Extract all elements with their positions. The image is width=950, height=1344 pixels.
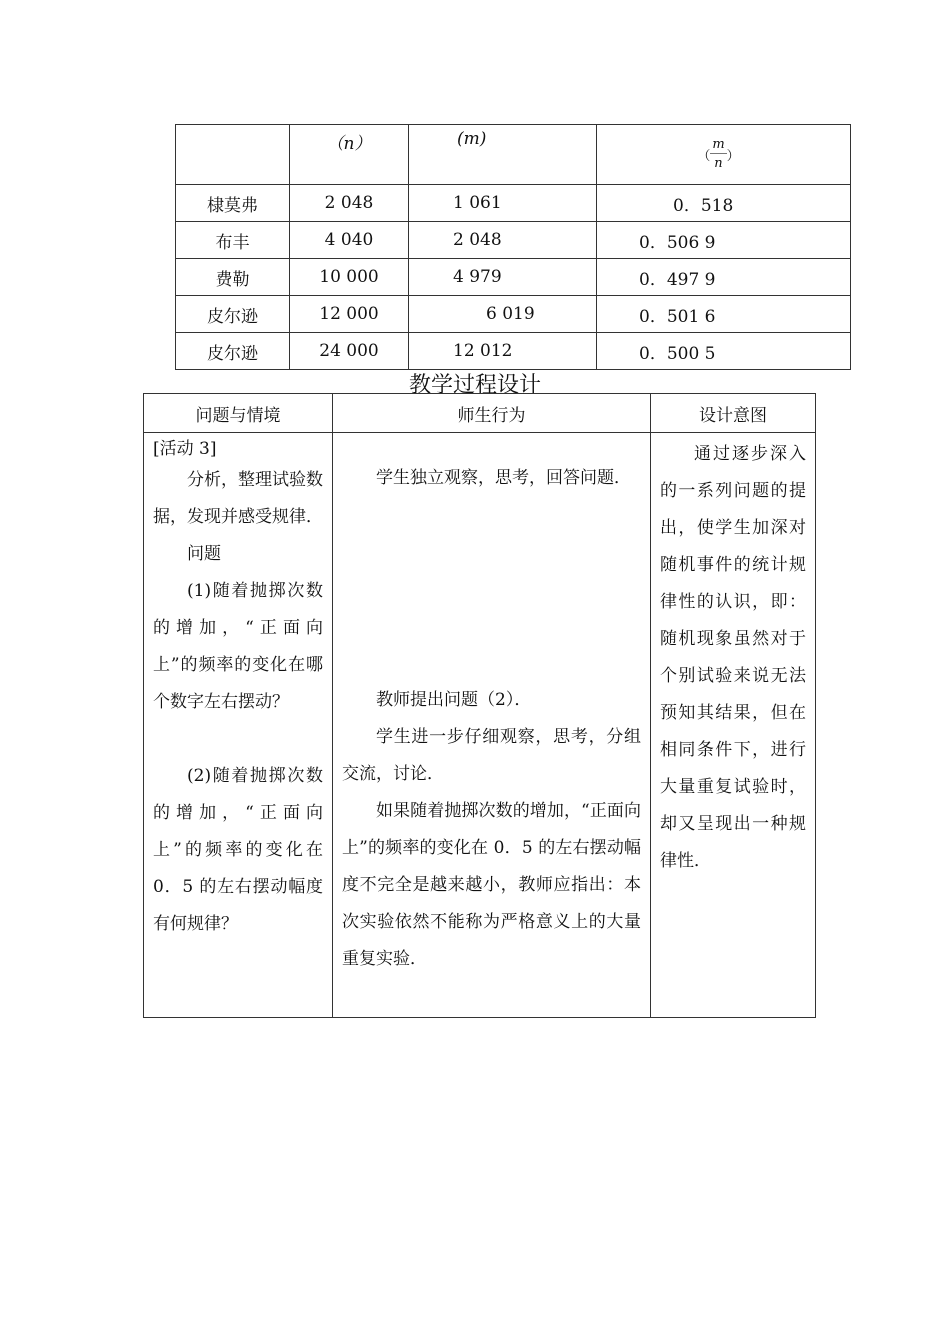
blank-line — [342, 571, 641, 608]
intent-paragraph: 通过逐步深入的一系列问题的提出，使学生加深对随机事件的统计规律性的认识，即：随机现象虽然对于个别试验来说无法预知其结果，但在相同条件下，进行大量重复试验时，却又呈现出一种规律性． — [660, 444, 806, 871]
header-n-cell — [290, 125, 409, 185]
experimenter-name: 费勒 — [176, 259, 290, 296]
table-row — [176, 296, 851, 333]
heads-frequency: 0．497 9 — [597, 259, 851, 296]
design-table-header — [144, 394, 816, 433]
table-row — [176, 333, 851, 370]
experimenter-name: 皮尔逊 — [176, 333, 290, 370]
table-row — [176, 222, 851, 259]
experimenter-name: 布丰 — [176, 222, 290, 259]
situation-content — [145, 436, 331, 943]
frequency-table — [175, 124, 851, 370]
heads-frequency: 0．500 5 — [597, 333, 851, 370]
heads-frequency: 0．518 — [597, 185, 851, 222]
ratio-close-paren: ） — [726, 149, 740, 164]
header-ratio-cell — [597, 125, 851, 185]
header-ratio — [697, 137, 740, 171]
design-table-caption: 教学过程设计 — [408, 373, 541, 398]
heads-count: 1 061 — [409, 185, 597, 222]
behavior-cell — [333, 433, 651, 1018]
header-behavior: 师生行为 — [333, 394, 651, 433]
blank-line — [342, 645, 641, 682]
header-m-cell — [409, 125, 597, 185]
question-2: (2)随着抛掷次数的增加，“正面向上”的频率的变化在 0．5 的左右摆动幅度有何规律？ — [153, 766, 323, 934]
header-n: （n） — [326, 134, 372, 154]
ratio-fraction — [710, 137, 726, 172]
behavior-paragraph-3: 学生进一步仔细观察，思考，分组交流，讨论． — [342, 727, 641, 784]
table-row — [176, 259, 851, 296]
behavior-content — [334, 434, 649, 978]
frequency-table-header — [176, 125, 851, 185]
activity-label: [活动 3] — [153, 439, 217, 459]
heads-frequency: 0．506 9 — [597, 222, 851, 259]
toss-count: 4 040 — [290, 222, 409, 259]
design-table-row — [144, 433, 816, 1018]
header-intent: 设计意图 — [651, 394, 816, 433]
blank-line — [342, 608, 641, 645]
header-situation: 问题与情境 — [144, 394, 333, 433]
blank-line — [342, 534, 641, 571]
ratio-open-paren: （ — [697, 149, 711, 164]
behavior-paragraph-2: 教师提出问题（2）． — [376, 690, 532, 710]
intent-content — [652, 434, 814, 880]
ratio-numerator: m — [712, 137, 725, 152]
heads-count: 12 012 — [409, 333, 597, 370]
toss-count: 12 000 — [290, 296, 409, 333]
blank-line — [153, 721, 323, 758]
heads-count: 4 979 — [409, 259, 597, 296]
heads-frequency: 0．501 6 — [597, 296, 851, 333]
question-label: 问题 — [187, 544, 221, 564]
situation-cell — [144, 433, 333, 1018]
behavior-paragraph-4: 如果随着抛掷次数的增加，“正面向上”的频率的变化在 0．5 的左右摆动幅度不完全是越来越小，教师应指出：本次实验依然不能称为严格意义上的大量重复实验． — [342, 801, 641, 969]
toss-count: 10 000 — [290, 259, 409, 296]
question-1: (1)随着抛掷次数的增加，“正面向上”的频率的变化在哪个数字左右摆动？ — [153, 581, 323, 712]
ratio-denominator: n — [714, 156, 723, 171]
blank-line — [342, 497, 641, 534]
table-row — [176, 185, 851, 222]
heads-count: 6 019 — [409, 296, 597, 333]
toss-count: 24 000 — [290, 333, 409, 370]
situation-intro: 分析，整理试验数据，发现并感受规律． — [153, 470, 323, 527]
experimenter-name: 棣莫弗 — [176, 185, 290, 222]
behavior-paragraph-1: 学生独立观察，思考，回答问题． — [376, 468, 631, 488]
header-blank-cell — [176, 125, 290, 185]
teaching-design-table — [143, 393, 816, 1018]
intent-cell — [651, 433, 816, 1018]
experimenter-name: 皮尔逊 — [176, 296, 290, 333]
toss-count: 2 048 — [290, 185, 409, 222]
heads-count: 2 048 — [409, 222, 597, 259]
header-m: (m) — [457, 129, 487, 149]
